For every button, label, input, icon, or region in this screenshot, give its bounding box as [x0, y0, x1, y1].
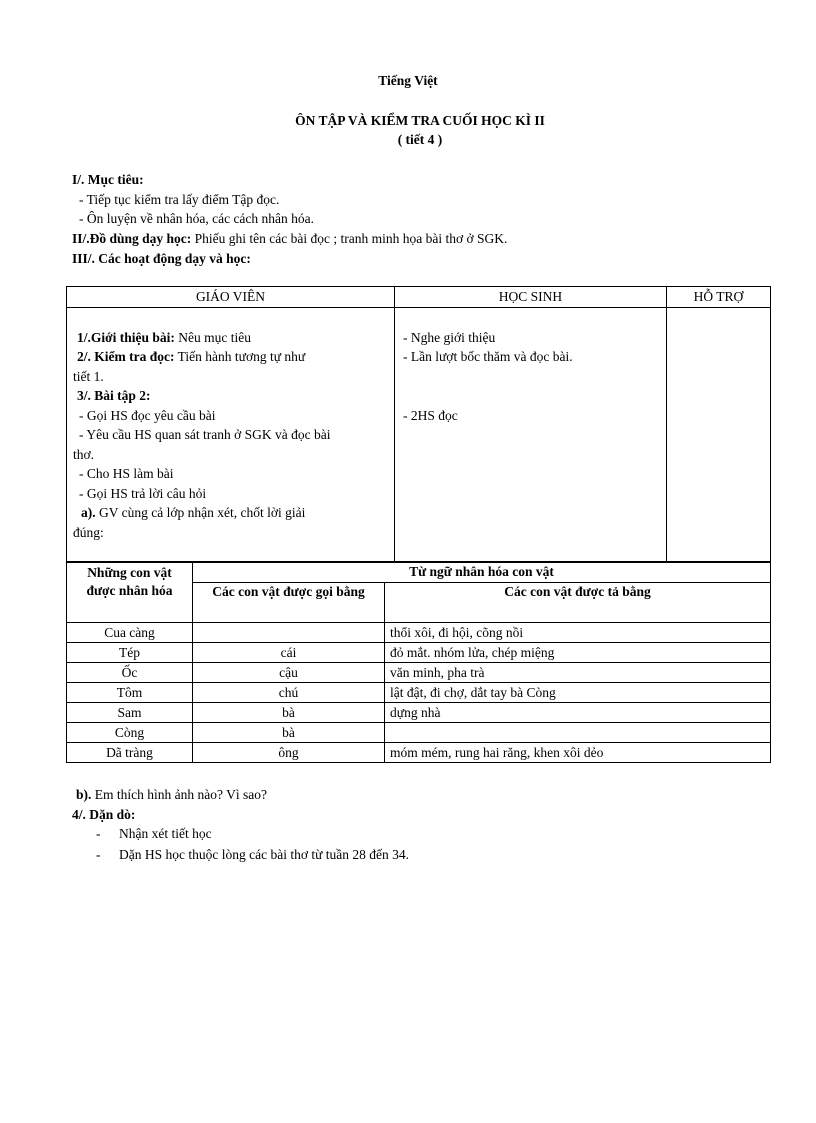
teacher-part-a: a). GV cùng cả lớp nhận xét, chốt lời giải: [81, 505, 306, 520]
animal-cell: Tôm: [67, 683, 193, 703]
header-student: HỌC SINH: [395, 287, 667, 308]
called-cell: bà: [193, 703, 385, 723]
part-b-text: Em thích hình ảnh nào? Vì sao?: [94, 787, 267, 802]
support-cell: [667, 307, 771, 561]
teacher-line: - Yêu cầu HS quan sát tranh ở SGK và đọc bài: [79, 427, 331, 442]
table-row: [67, 623, 771, 643]
student-line: - Lần lượt bốc thăm và đọc bài.: [403, 349, 573, 364]
materials-line: [72, 229, 507, 249]
described-cell: văn minh, pha trà: [385, 663, 771, 683]
teacher-part-a-cont: đúng:: [73, 524, 104, 540]
teacher-step-1: 1/.Giới thiệu bài: Nêu mục tiêu: [77, 329, 251, 345]
header-described: Các con vật được tả bằng: [385, 583, 771, 623]
described-cell: thổi xôi, đi hội, cõng nồi: [385, 623, 771, 643]
called-cell: ông: [193, 743, 385, 763]
lesson-title: ÔN TẬP VÀ KIỂM TRA CUỐI HỌC KÌ II: [295, 113, 545, 128]
header-words: Từ ngữ nhân hóa con vật: [193, 563, 771, 583]
header-support: HỖ TRỢ: [667, 287, 771, 308]
personification-table: [66, 562, 771, 763]
table-row: [67, 743, 771, 763]
called-cell: [193, 623, 385, 643]
animal-cell: Sam: [67, 703, 193, 723]
teacher-line: - Cho HS làm bài: [79, 466, 174, 481]
subject-heading: Tiếng Việt: [378, 73, 438, 88]
called-cell: bà: [193, 723, 385, 743]
objectives-heading: I/. Mục tiêu:: [72, 172, 144, 187]
called-cell: cậu: [193, 663, 385, 683]
closing-heading: 4/. Dặn dò:: [72, 807, 136, 822]
closing-dash: -: [96, 826, 101, 841]
table-row: [67, 643, 771, 663]
part-b-question: [76, 785, 267, 805]
described-cell: đỏ mắt. nhóm lửa, chép miệng: [385, 643, 771, 663]
animal-cell: Còng: [67, 723, 193, 743]
part-b-label: b).: [76, 787, 92, 802]
materials-text: Phiếu ghi tên các bài đọc ; tranh minh họa bài thơ ở SGK.: [194, 231, 508, 246]
activities-heading: III/. Các hoạt động dạy và học:: [72, 251, 251, 266]
closing-item: Nhận xét tiết học: [119, 826, 212, 841]
teacher-step-2-cont: tiết 1.: [73, 368, 104, 384]
lesson-period: ( tiết 4 ): [397, 132, 443, 147]
teacher-cell: [67, 307, 395, 561]
header-animals: Những con vật được nhân hóa: [67, 563, 193, 623]
teacher-line: - Gọi HS trả lời câu hỏi: [79, 485, 207, 501]
table-row: [67, 683, 771, 703]
described-cell: dựng nhà: [385, 703, 771, 723]
teacher-line-cont: thơ.: [73, 446, 95, 462]
closing-dash: -: [96, 847, 101, 862]
objective-item: - Ôn luyện về nhân hóa, các cách nhân hóa.: [79, 211, 315, 226]
animal-cell: Ốc: [67, 663, 193, 683]
described-cell: [385, 723, 771, 743]
called-cell: chú: [193, 683, 385, 703]
teacher-line: - Gọi HS đọc yêu cầu bài: [79, 407, 216, 423]
header-called: Các con vật được gọi bằng: [193, 583, 385, 623]
objective-item: - Tiếp tục kiểm tra lấy điểm Tập đọc.: [79, 192, 280, 207]
materials-heading: II/.Đồ dùng dạy học:: [72, 231, 192, 246]
called-cell: cái: [193, 643, 385, 663]
student-line: - Nghe giới thiệu: [403, 329, 496, 345]
table-row: [67, 723, 771, 743]
table-row: [67, 663, 771, 683]
described-cell: lật đật, đi chợ, dắt tay bà Còng: [385, 683, 771, 703]
teacher-step-2: 2/. Kiểm tra đọc: Tiến hành tương tự như: [77, 349, 306, 364]
table-row: [67, 703, 771, 723]
described-cell: móm mém, rung hai răng, khen xôi dẻo: [385, 743, 771, 763]
teacher-step-3: 3/. Bài tập 2:: [77, 388, 151, 403]
animal-cell: Cua càng: [67, 623, 193, 643]
header-teacher: GIÁO VIÊN: [67, 287, 395, 308]
activities-table: [66, 286, 771, 562]
closing-item: Dặn HS học thuộc lòng các bài thơ từ tuần 28 đến 34.: [119, 847, 410, 862]
student-line: - 2HS đọc: [403, 407, 458, 423]
student-cell: [395, 307, 667, 561]
animal-cell: Dã tràng: [67, 743, 193, 763]
animal-cell: Tép: [67, 643, 193, 663]
